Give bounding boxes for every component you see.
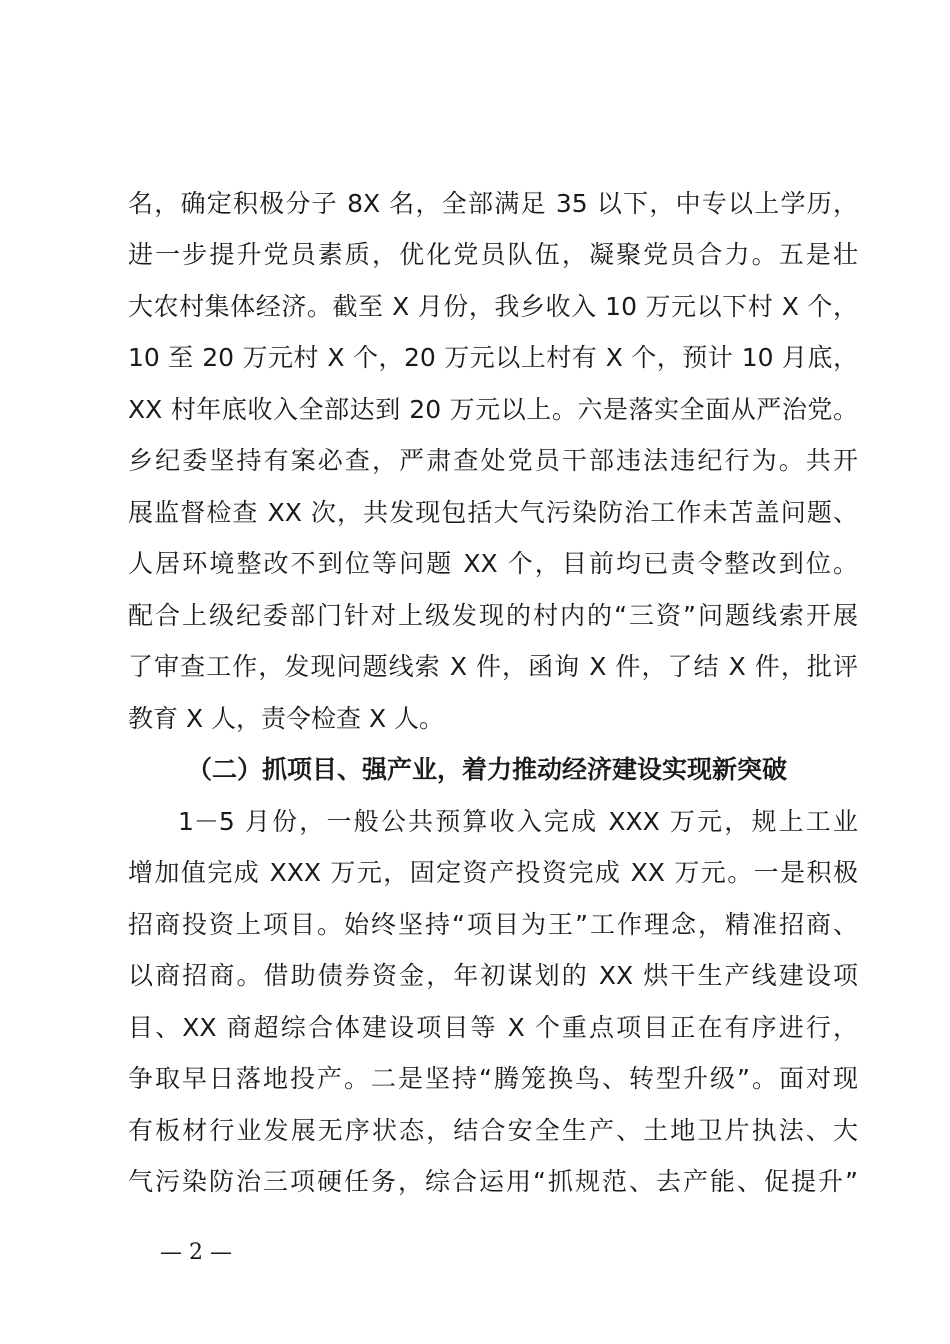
paragraph2-line-4: 以商招商。借助债券资金，年初谋划的 XX 烘干生产线建设项 — [128, 961, 858, 990]
paragraph2-line-8: 气污染防治三项硬任务，综合运用“抓规范、去产能、促提升” — [128, 1167, 858, 1196]
section-heading: （二）抓项目、强产业，着力推动经济建设实现新突破 — [187, 755, 788, 784]
paragraph2-line-5: 目、XX 商超综合体建设项目等 X 个重点项目正在有序进行， — [128, 1013, 858, 1042]
paragraph-line-3: 大农村集体经济。截至 X 月份，我乡收入 10 万元以下村 X 个， — [128, 292, 858, 321]
paragraph-line-8: 人居环境整改不到位等问题 XX 个，目前均已责令整改到位。 — [128, 549, 858, 578]
paragraph-line-5: XX 村年底收入全部达到 20 万元以上。六是落实全面从严治党。 — [128, 395, 858, 424]
paragraph-line-1: 名，确定积极分子 8X 名，全部满足 35 以下，中专以上学历， — [128, 189, 858, 218]
paragraph-line-6: 乡纪委坚持有案必查，严肃查处党员干部违法违纪行为。共开 — [128, 446, 858, 475]
paragraph-line-11: 教育 X 人，责令检查 X 人。 — [128, 704, 445, 733]
paragraph2-line-3: 招商投资上项目。始终坚持“项目为王”工作理念，精准招商、 — [128, 910, 858, 939]
paragraph-line-10: 了审查工作，发现问题线索 X 件，函询 X 件，了结 X 件，批评 — [128, 652, 858, 681]
paragraph-line-2: 进一步提升党员素质，优化党员队伍，凝聚党员合力。五是壮 — [128, 240, 858, 269]
paragraph-line-4: 10 至 20 万元村 X 个，20 万元以上村有 X 个，预计 10 月底， — [128, 343, 858, 372]
paragraph-line-9: 配合上级纪委部门针对上级发现的村内的“三资”问题线索开展 — [128, 601, 858, 630]
paragraph2-line-1: 1－5 月份，一般公共预算收入完成 XXX 万元，规上工业 — [178, 807, 858, 836]
paragraph2-line-7: 有板材行业发展无序状态，结合安全生产、土地卫片执法、大 — [128, 1116, 858, 1145]
page-number: — 2 — — [160, 1240, 232, 1265]
paragraph2-line-2: 增加值完成 XXX 万元，固定资产投资完成 XX 万元。一是积极 — [128, 858, 858, 887]
paragraph2-line-6: 争取早日落地投产。二是坚持“腾笼换鸟、转型升级”。面对现 — [128, 1064, 858, 1093]
paragraph-line-7: 展监督检查 XX 次，共发现包括大气污染防治工作未苫盖问题、 — [128, 498, 858, 527]
